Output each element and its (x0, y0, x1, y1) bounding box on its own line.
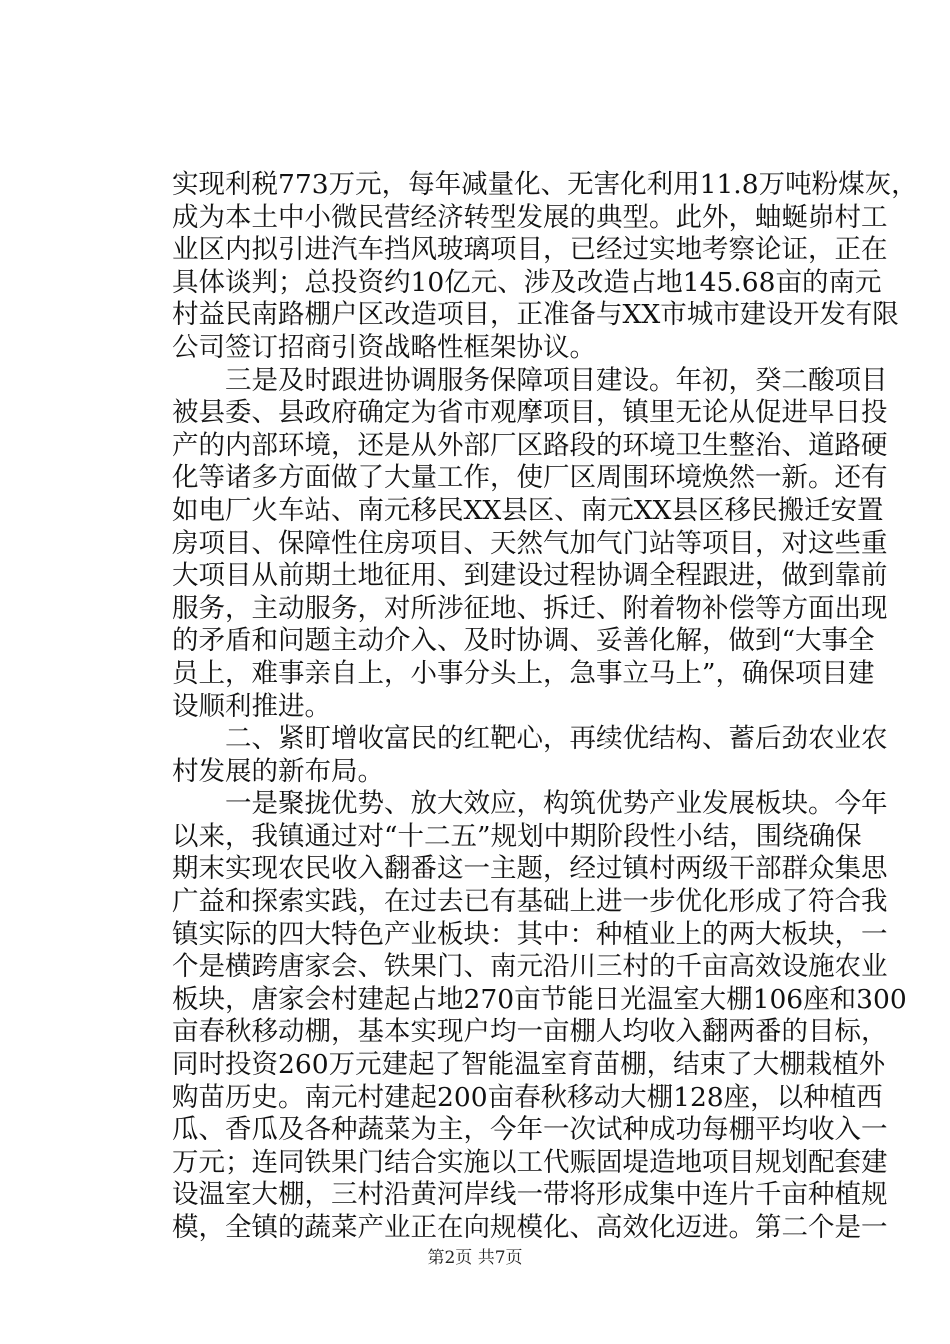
text-line: 三是及时跟进协调服务保障项目建设。年初，癸二酸项目 (172, 364, 888, 396)
text-line: 板块，唐家会村建起占地270亩节能日光温室大棚106座和300 (172, 983, 907, 1015)
text-line: 万元；连同铁果门结合实施以工代赈固堤造地项目规划配套建 (172, 1146, 888, 1178)
text-line: 以来，我镇通过对“十二五”规划中期阶段性小结，围绕确保 (172, 820, 862, 852)
text-line: 房项目、保障性住房项目、天然气加气门站等项目，对这些重 (172, 527, 888, 559)
text-line: 村发展的新布局。 (172, 755, 384, 787)
text-line: 亩春秋移动棚，基本实现户均一亩棚人均收入翻两番的目标， (172, 1016, 888, 1048)
text-line: 二、紧盯增收富民的红靶心，再续优结构、蓄后劲农业农 (172, 723, 888, 755)
text-line: 大项目从前期土地征用、到建设过程协调全程跟进，做到靠前 (172, 560, 888, 592)
body-text (172, 169, 918, 1245)
text-line: 如电厂火车站、南元移民XX县区、南元XX县区移民搬迁安置 (172, 494, 884, 526)
text-line: 成为本土中小微民营经济转型发展的典型。此外，蚰蜒峁村工 (172, 201, 888, 233)
text-line: 设温室大棚，三村沿黄河岸线一带将形成集中连片千亩种植规 (172, 1179, 888, 1211)
text-line: 瓜、香瓜及各种蔬菜为主，今年一次试种成功每棚平均收入一 (172, 1114, 888, 1146)
text-line: 村益民南路棚户区改造项目，正准备与XX市城市建设开发有限 (172, 299, 899, 331)
text-line: 购苗历史。南元村建起200亩春秋移动大棚128座，以种植西 (172, 1081, 883, 1113)
text-line: 员上，难事亲自上，小事分头上，急事立马上”，确保项目建 (172, 657, 875, 689)
text-line: 业区内拟引进汽车挡风玻璃项目，已经过实地考察论证，正在 (172, 234, 888, 266)
text-line: 被县委、县政府确定为省市观摩项目，镇里无论从促进早日投 (172, 397, 888, 429)
text-line: 模，全镇的蔬菜产业正在向规模化、高效化迈进。第二个是一 (172, 1212, 888, 1243)
text-line: 期末实现农民收入翻番这一主题，经过镇村两级干部群众集思 (172, 853, 888, 885)
text-line: 的矛盾和问题主动介入、及时协调、妥善化解，做到“大事全 (172, 625, 875, 657)
text-line: 公司签订招商引资战略性框架协议。 (172, 331, 596, 363)
text-line: 广益和探索实践，在过去已有基础上进一步优化形成了符合我 (172, 886, 888, 918)
text-line: 实现利税773万元，每年减量化、无害化利用11.8万吨粉煤灰， (172, 169, 918, 200)
text-line: 服务，主动服务，对所涉征地、拆迁、附着物补偿等方面出现 (172, 592, 888, 624)
text-line: 镇实际的四大特色产业板块：其中：种植业上的两大板块，一 (172, 918, 888, 950)
page-number-footer: 第2页 共7页 (427, 1248, 523, 1268)
text-line: 个是横跨唐家会、铁果门、南元沿川三村的千亩高效设施农业 (172, 951, 888, 983)
text-line: 一是聚拢优势、放大效应，构筑优势产业发展板块。今年 (172, 788, 888, 820)
text-line: 同时投资260万元建起了智能温室育苗棚，结束了大棚栽植外 (172, 1049, 886, 1081)
text-line: 设顺利推进。 (172, 690, 331, 722)
text-line: 化等诸多方面做了大量工作，使厂区周围环境焕然一新。还有 (172, 462, 888, 494)
text-line: 具体谈判；总投资约10亿元、涉及改造占地145.68亩的南元 (172, 266, 882, 298)
text-line: 产的内部环境，还是从外部厂区路段的环境卫生整治、道路硬 (172, 429, 888, 461)
